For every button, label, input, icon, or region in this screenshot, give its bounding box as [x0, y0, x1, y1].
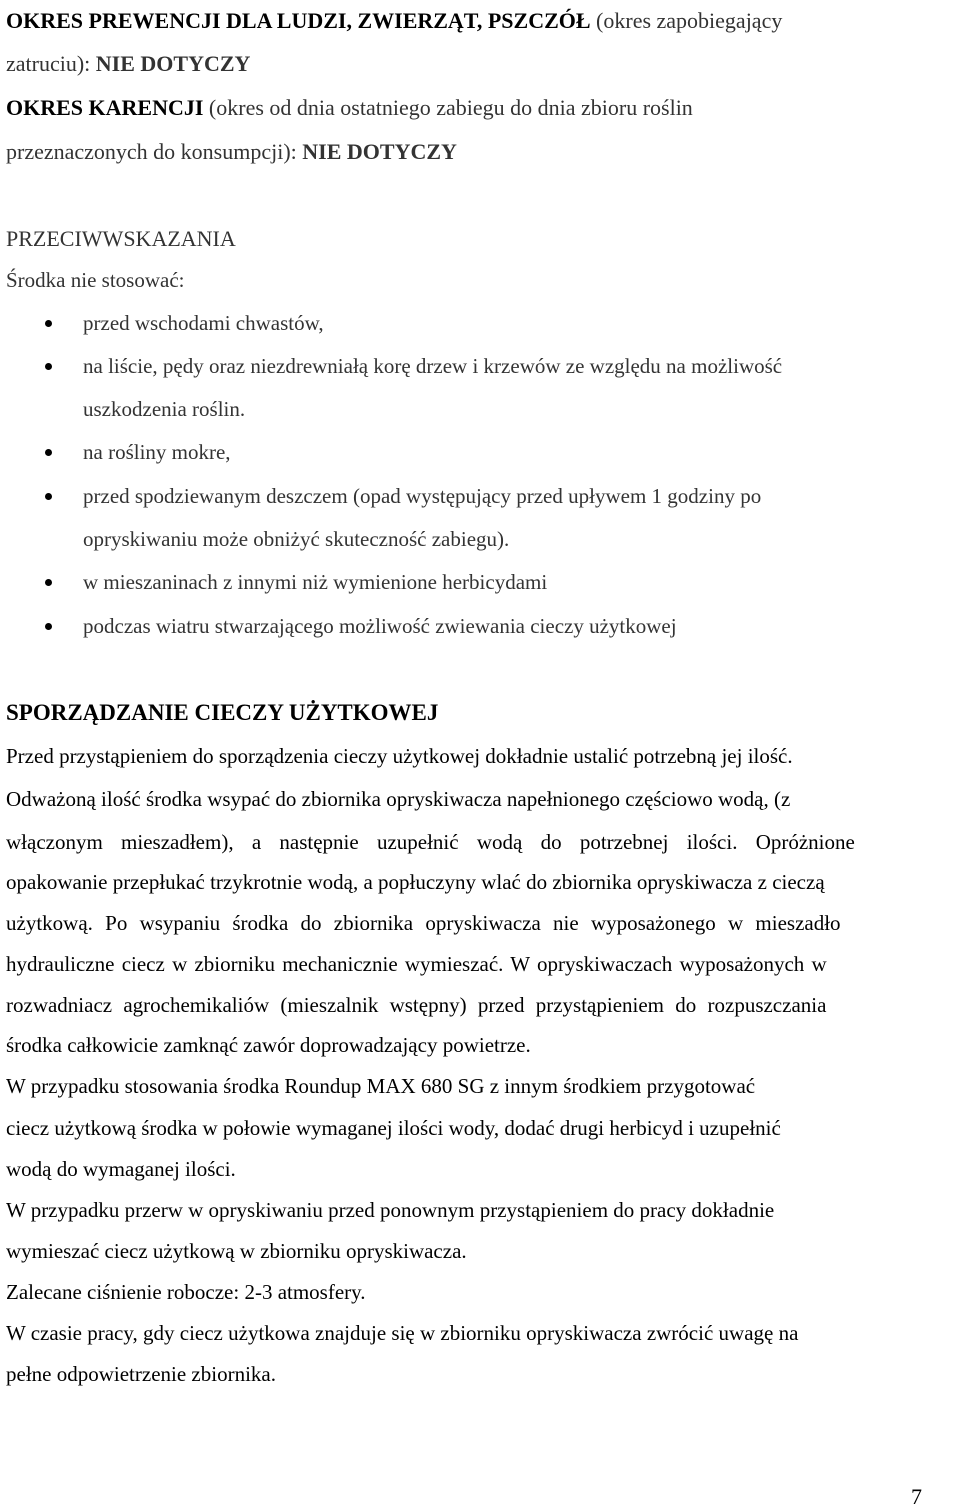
harvest-interval-value: NIE DOTYCZY — [302, 139, 457, 164]
preparation-line: wodą do wymaganej ilości. — [6, 1157, 236, 1181]
preparation-line: hydrauliczne ciecz w zbiorniku mechanicznie wymieszać. W opryskiwaczach wyposażonych w — [6, 952, 827, 976]
preparation-line: środka całkowicie zamknąć zawór doprowadzający powietrze. — [6, 1033, 531, 1057]
harvest-interval-line — [6, 97, 693, 119]
preparation-line: wymieszać ciecz użytkową w zbiorniku opryskiwacza. — [6, 1239, 467, 1263]
preparation-line: W czasie pracy, gdy ciecz użytkowa znajduje się w zbiorniku opryskiwacza zwrócić uwagę na — [6, 1321, 799, 1345]
contraindications-intro: Środka nie stosować: — [6, 268, 185, 292]
bullet-icon — [45, 449, 52, 456]
contraindications-title: PRZECIWWSKAZANIA — [6, 226, 236, 251]
bullet-icon — [45, 363, 52, 370]
harvest-interval-note-cont: przeznaczonych do konsumpcji): — [6, 139, 303, 164]
prevention-period-line — [6, 10, 782, 32]
preparation-title: SPORZĄDZANIE CIECZY UŻYTKOWEJ — [6, 700, 439, 725]
bullet-icon — [45, 623, 52, 630]
bullet-icon — [45, 579, 52, 586]
harvest-interval-value-line — [6, 141, 457, 163]
preparation-line: ciecz użytkową środka w połowie wymaganej ilości wody, dodać drugi herbicyd i uzupełnić — [6, 1116, 781, 1140]
preparation-line: włączonym mieszadłem), a następnie uzupełnić wodą do potrzebnej ilości. Opróżnione — [6, 830, 855, 854]
preparation-line: użytkową. Po wsypaniu środka do zbiornika opryskiwacza nie wyposażonego w mieszadło — [6, 911, 841, 935]
harvest-interval-heading: OKRES KARENCJI — [6, 95, 204, 120]
prevention-period-heading: OKRES PREWENCJI DLA LUDZI, ZWIERZĄT, PSZCZÓŁ — [6, 8, 591, 33]
preparation-line: rozwadniacz agrochemikaliów (mieszalnik wstępny) przed przystąpieniem do rozpuszczania — [6, 993, 827, 1017]
prevention-period-value: NIE DOTYCZY — [95, 51, 251, 76]
harvest-interval-note: (okres od dnia ostatniego zabiegu do dnia zbioru roślin — [203, 95, 693, 120]
page-number: 7 — [911, 1484, 922, 1509]
preparation-line: opakowanie przepłukać trzykrotnie wodą, a popłuczyny wlać do zbiornika opryskiwacza z cieczą — [6, 870, 825, 894]
preparation-line: Przed przystąpieniem do sporządzenia cieczy użytkowej dokładnie ustalić potrzebną jej ilość. — [6, 744, 793, 768]
preparation-line: Odważoną ilość środka wsypać do zbiornika opryskiwacza napełnionego częściowo wodą, (z — [6, 787, 791, 811]
preparation-line: Zalecane ciśnienie robocze: 2-3 atmosfery. — [6, 1280, 366, 1304]
bullet-icon — [45, 493, 52, 500]
preparation-line: W przypadku stosowania środka Roundup MAX 680 SG z innym środkiem przygotować — [6, 1074, 756, 1098]
prevention-period-note-cont: zatruciu): — [6, 51, 96, 76]
prevention-period-note: (okres zapobiegający — [590, 8, 783, 33]
bullet-icon — [45, 320, 52, 327]
prevention-period-value-line — [6, 53, 250, 75]
preparation-line: W przypadku przerw w opryskiwaniu przed ponownym przystąpieniem do pracy dokładnie — [6, 1198, 775, 1222]
preparation-line: pełne odpowietrzenie zbiornika. — [6, 1362, 276, 1386]
